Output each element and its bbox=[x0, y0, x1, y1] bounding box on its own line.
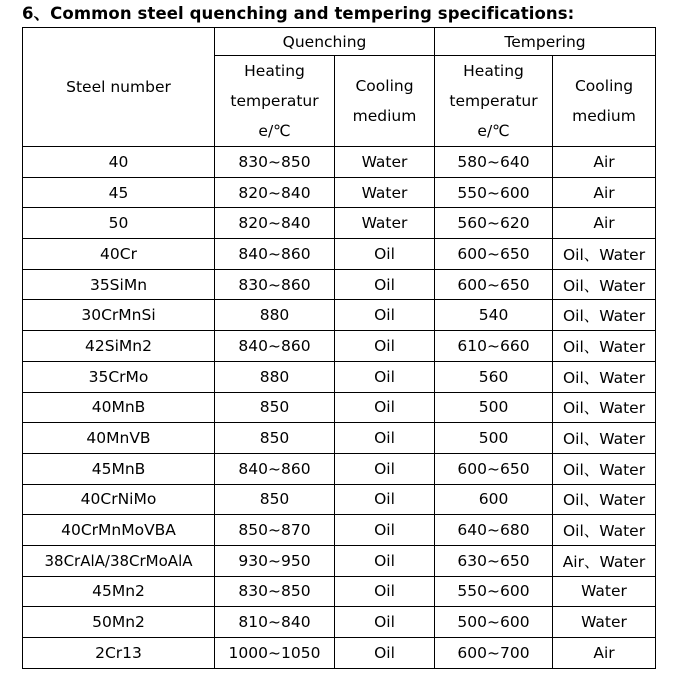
cell-quench-medium: Oil bbox=[335, 453, 435, 484]
cell-quench-temp: 830~850 bbox=[215, 147, 335, 178]
cell-temper-medium: Air bbox=[553, 638, 656, 669]
header-quenching: Quenching bbox=[215, 28, 435, 56]
table-row bbox=[23, 576, 656, 607]
table-row bbox=[23, 484, 656, 515]
table-row bbox=[23, 392, 656, 423]
table-row bbox=[23, 638, 656, 669]
cell-temper-temp: 500 bbox=[435, 423, 553, 454]
cell-temper-medium: Water bbox=[553, 576, 656, 607]
cell-temper-temp: 600~650 bbox=[435, 453, 553, 484]
cell-quench-temp: 930~950 bbox=[215, 545, 335, 576]
table-row bbox=[23, 208, 656, 239]
cell-temper-temp: 560~620 bbox=[435, 208, 553, 239]
table-row bbox=[23, 515, 656, 546]
heading-line: temperatur bbox=[230, 92, 319, 110]
cell-quench-temp: 840~860 bbox=[215, 239, 335, 270]
cell-temper-temp: 600 bbox=[435, 484, 553, 515]
cell-temper-medium: Air、Water bbox=[553, 545, 656, 576]
cell-quench-temp: 850 bbox=[215, 392, 335, 423]
cell-temper-temp: 630~650 bbox=[435, 545, 553, 576]
cell-temper-temp: 640~680 bbox=[435, 515, 553, 546]
cell-quench-medium: Oil bbox=[335, 300, 435, 331]
cell-temper-temp: 580~640 bbox=[435, 147, 553, 178]
steel-spec-table bbox=[22, 27, 656, 669]
table-row bbox=[23, 453, 656, 484]
cell-quench-temp: 840~860 bbox=[215, 453, 335, 484]
table-row bbox=[23, 331, 656, 362]
cell-temper-temp: 540 bbox=[435, 300, 553, 331]
cell-temper-medium: Oil、Water bbox=[553, 269, 656, 300]
cell-quench-medium: Oil bbox=[335, 239, 435, 270]
header-tempering: Tempering bbox=[435, 28, 656, 56]
cell-quench-temp: 830~850 bbox=[215, 576, 335, 607]
cell-steel-number: 2Cr13 bbox=[23, 638, 215, 669]
header-group-row bbox=[23, 28, 656, 56]
heading-line: Cooling bbox=[574, 77, 634, 95]
cell-temper-temp: 600~700 bbox=[435, 638, 553, 669]
cell-steel-number: 42SiMn2 bbox=[23, 331, 215, 362]
cell-quench-medium: Oil bbox=[335, 607, 435, 638]
document-title: 6、Common steel quenching and tempering specifications: bbox=[22, 4, 575, 23]
cell-steel-number: 35SiMn bbox=[23, 269, 215, 300]
cell-steel-number: 38CrAlA/38CrMoAlA bbox=[23, 545, 215, 576]
cell-steel-number: 30CrMnSi bbox=[23, 300, 215, 331]
header-quench-cooling-medium bbox=[335, 56, 435, 147]
cell-steel-number: 50Mn2 bbox=[23, 607, 215, 638]
heading-line: medium bbox=[572, 107, 636, 125]
heading-line: medium bbox=[352, 107, 417, 125]
cell-temper-temp: 610~660 bbox=[435, 331, 553, 362]
heading-line: e/℃ bbox=[477, 122, 510, 140]
heading-line: e/℃ bbox=[258, 122, 291, 140]
cell-steel-number: 45MnB bbox=[23, 453, 215, 484]
cell-temper-temp: 560 bbox=[435, 361, 553, 392]
cell-quench-temp: 850 bbox=[215, 423, 335, 454]
cell-steel-number: 35CrMo bbox=[23, 361, 215, 392]
cell-temper-temp: 550~600 bbox=[435, 576, 553, 607]
cell-temper-medium: Oil、Water bbox=[553, 361, 656, 392]
cell-temper-temp: 600~650 bbox=[435, 239, 553, 270]
cell-temper-medium: Air bbox=[553, 208, 656, 239]
heading-line: Heating bbox=[244, 62, 305, 80]
cell-steel-number: 45 bbox=[23, 177, 215, 208]
table-row bbox=[23, 239, 656, 270]
cell-temper-temp: 500 bbox=[435, 392, 553, 423]
cell-steel-number: 40Cr bbox=[23, 239, 215, 270]
table-row bbox=[23, 607, 656, 638]
cell-temper-medium: Air bbox=[553, 147, 656, 178]
cell-quench-temp: 820~840 bbox=[215, 177, 335, 208]
cell-quench-medium: Oil bbox=[335, 392, 435, 423]
cell-temper-medium: Oil、Water bbox=[553, 300, 656, 331]
cell-steel-number: 50 bbox=[23, 208, 215, 239]
cell-quench-temp: 880 bbox=[215, 361, 335, 392]
header-steel-number: Steel number bbox=[23, 28, 215, 147]
cell-steel-number: 40CrNiMo bbox=[23, 484, 215, 515]
cell-temper-medium: Oil、Water bbox=[553, 331, 656, 362]
cell-quench-temp: 840~860 bbox=[215, 331, 335, 362]
cell-quench-medium: Oil bbox=[335, 269, 435, 300]
cell-steel-number: 40CrMnMoVBA bbox=[23, 515, 215, 546]
cell-steel-number: 40MnB bbox=[23, 392, 215, 423]
heading-line: Heating bbox=[463, 62, 524, 80]
table-row bbox=[23, 545, 656, 576]
header-temper-cooling-medium bbox=[553, 56, 656, 147]
cell-temper-medium: Oil、Water bbox=[553, 484, 656, 515]
cell-steel-number: 45Mn2 bbox=[23, 576, 215, 607]
cell-quench-medium: Water bbox=[335, 147, 435, 178]
cell-quench-medium: Oil bbox=[335, 423, 435, 454]
cell-quench-medium: Oil bbox=[335, 545, 435, 576]
cell-temper-medium: Oil、Water bbox=[553, 515, 656, 546]
cell-quench-medium: Oil bbox=[335, 361, 435, 392]
cell-quench-temp: 820~840 bbox=[215, 208, 335, 239]
cell-quench-temp: 810~840 bbox=[215, 607, 335, 638]
cell-temper-medium: Oil、Water bbox=[553, 239, 656, 270]
cell-quench-medium: Water bbox=[335, 177, 435, 208]
cell-quench-medium: Oil bbox=[335, 515, 435, 546]
table-row bbox=[23, 147, 656, 178]
cell-temper-medium: Oil、Water bbox=[553, 423, 656, 454]
cell-temper-temp: 550~600 bbox=[435, 177, 553, 208]
cell-quench-temp: 830~860 bbox=[215, 269, 335, 300]
cell-steel-number: 40MnVB bbox=[23, 423, 215, 454]
cell-quench-temp: 1000~1050 bbox=[215, 638, 335, 669]
table-row bbox=[23, 177, 656, 208]
header-quench-heating-temp bbox=[215, 56, 335, 147]
cell-quench-medium: Water bbox=[335, 208, 435, 239]
cell-quench-medium: Oil bbox=[335, 331, 435, 362]
cell-temper-medium: Air bbox=[553, 177, 656, 208]
table-row bbox=[23, 269, 656, 300]
cell-quench-medium: Oil bbox=[335, 484, 435, 515]
cell-temper-medium: Oil、Water bbox=[553, 392, 656, 423]
cell-quench-temp: 880 bbox=[215, 300, 335, 331]
cell-temper-medium: Oil、Water bbox=[553, 453, 656, 484]
cell-temper-temp: 600~650 bbox=[435, 269, 553, 300]
cell-quench-temp: 850 bbox=[215, 484, 335, 515]
cell-quench-medium: Oil bbox=[335, 576, 435, 607]
table-row bbox=[23, 361, 656, 392]
cell-temper-temp: 500~600 bbox=[435, 607, 553, 638]
header-temper-heating-temp bbox=[435, 56, 553, 147]
cell-steel-number: 40 bbox=[23, 147, 215, 178]
cell-temper-medium: Water bbox=[553, 607, 656, 638]
table-row bbox=[23, 423, 656, 454]
cell-quench-temp: 850~870 bbox=[215, 515, 335, 546]
table-row bbox=[23, 300, 656, 331]
cell-quench-medium: Oil bbox=[335, 638, 435, 669]
heading-line: temperatur bbox=[449, 92, 538, 110]
heading-line: Cooling bbox=[355, 77, 414, 95]
